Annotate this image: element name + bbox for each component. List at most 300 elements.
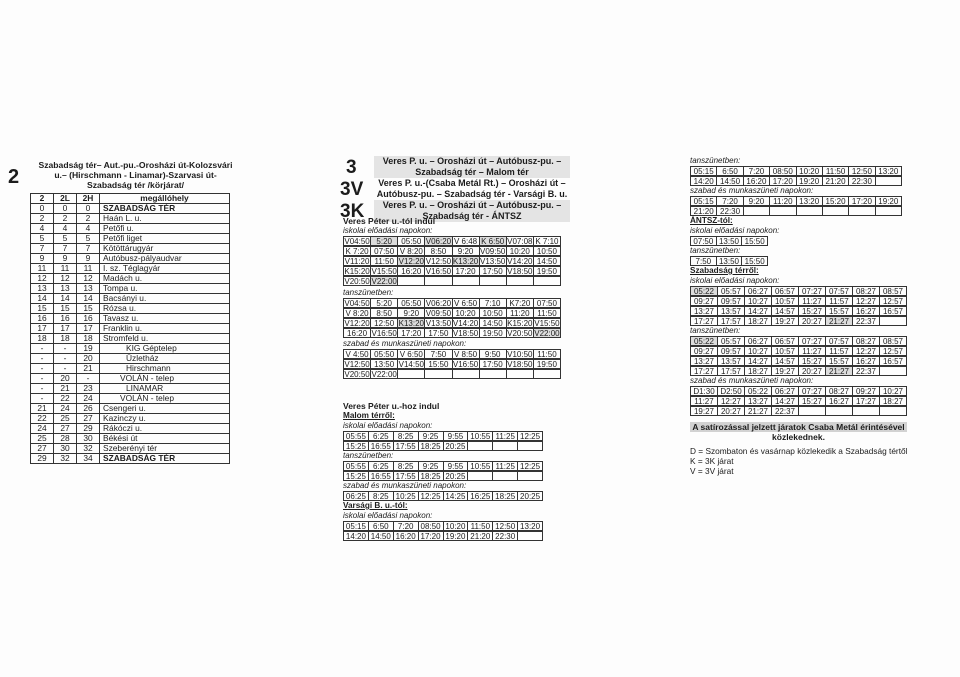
stop-minute-cell: - bbox=[77, 374, 100, 384]
time-cell: V 6:50 bbox=[453, 299, 480, 307]
route-title-line: Veres P. u. – Orosházi út – Autóbusz-pu. – bbox=[374, 200, 570, 211]
time-cell: 9:20 bbox=[398, 309, 425, 317]
time-cell bbox=[880, 407, 906, 415]
time-cell: V 8:50 bbox=[453, 350, 480, 358]
time-cell: K 6:50 bbox=[480, 237, 507, 245]
stop-minute-cell: 26 bbox=[77, 404, 100, 414]
time-cell bbox=[468, 472, 493, 480]
stop-minute-cell: 9 bbox=[31, 254, 54, 264]
time-cell: 12:27 bbox=[853, 347, 880, 355]
stop-name-cell: Petőfi u. bbox=[100, 224, 230, 234]
time-cell bbox=[849, 207, 875, 215]
stop-row bbox=[31, 244, 230, 254]
stop-minute-cell: 18 bbox=[54, 334, 77, 344]
time-cell: 6:25 bbox=[369, 432, 394, 440]
time-cell: V22:00 bbox=[371, 277, 397, 285]
stop-minute-cell: 11 bbox=[54, 264, 77, 274]
time-cell: K13:20 bbox=[452, 257, 479, 265]
time-cell: 05:57 bbox=[718, 337, 745, 345]
time-cell: 14:20 bbox=[344, 532, 369, 540]
time-cell bbox=[493, 472, 518, 480]
time-cell: 16:27 bbox=[853, 357, 880, 365]
time-cell: 18:27 bbox=[882, 397, 904, 405]
stop-minute-cell: 17 bbox=[77, 324, 100, 334]
time-cell: 19:27 bbox=[772, 367, 799, 375]
time-cell: 05:50 bbox=[371, 350, 398, 358]
time-cell: 11:20 bbox=[770, 197, 796, 205]
stop-minute-cell: - bbox=[31, 364, 54, 374]
time-cell bbox=[534, 277, 560, 285]
section-caption: szabad és munkaszüneti napokon: bbox=[343, 481, 467, 490]
time-cell: V22:00 bbox=[534, 329, 560, 337]
route-2-title-line: Szabadság tér– Aut.-pu.-Orosházi út-Kolozsvári bbox=[38, 160, 233, 170]
time-cell: 16:27 bbox=[853, 307, 880, 315]
time-cell: 11:27 bbox=[691, 397, 718, 405]
time-cell: V12:50 bbox=[425, 257, 452, 265]
stop-minute-cell: 14 bbox=[77, 294, 100, 304]
time-cell: 9:55 bbox=[444, 432, 469, 440]
time-row bbox=[690, 316, 907, 326]
time-cell: 17:27 bbox=[691, 317, 718, 325]
time-cell: 22:30 bbox=[717, 207, 743, 215]
route-2-title-line: u.– (Hirschmann - Linamar)-Szarvasi út- bbox=[54, 170, 217, 180]
stop-row bbox=[31, 264, 230, 274]
time-row bbox=[343, 441, 543, 451]
time-cell bbox=[534, 370, 560, 378]
time-cell: 8:25 bbox=[369, 492, 394, 500]
time-row bbox=[343, 276, 561, 286]
time-cell: 16:55 bbox=[369, 442, 394, 450]
stop-row bbox=[31, 384, 230, 394]
time-cell: 8:50 bbox=[425, 247, 452, 255]
time-cell: 14:57 bbox=[772, 307, 799, 315]
subsection-heading: Varsági B. u.-tól: bbox=[343, 501, 408, 510]
stop-minute-cell: 7 bbox=[31, 244, 54, 254]
time-cell: 16:20 bbox=[398, 267, 425, 275]
stop-minute-cell: 30 bbox=[54, 444, 77, 454]
stop-row bbox=[31, 284, 230, 294]
stop-table-header-cell: 2H bbox=[77, 194, 100, 204]
time-cell: 14:27 bbox=[745, 357, 772, 365]
section-caption: iskolai előadási napokon: bbox=[690, 276, 780, 285]
time-cell: 05:55 bbox=[344, 462, 369, 470]
time-cell: V18:50 bbox=[507, 267, 533, 275]
time-cell: 11:57 bbox=[826, 347, 853, 355]
time-cell: 7:20 bbox=[717, 197, 743, 205]
time-cell: 17:27 bbox=[853, 397, 880, 405]
time-cell: 7:20 bbox=[744, 167, 770, 175]
time-cell: 13:50 bbox=[371, 360, 398, 368]
time-cell: V 8:20 bbox=[344, 309, 371, 317]
time-row bbox=[343, 236, 561, 246]
time-cell: V18:50 bbox=[507, 360, 533, 368]
time-cell: 19:20 bbox=[797, 177, 823, 185]
time-cell: 08:27 bbox=[853, 337, 880, 345]
time-cell: V16:50 bbox=[452, 360, 479, 368]
time-cell: K7:20 bbox=[507, 299, 534, 307]
section-caption: iskolai előadási napokon: bbox=[343, 421, 433, 430]
time-row bbox=[343, 298, 561, 308]
stop-name-cell: Csengeri u. bbox=[100, 404, 230, 414]
stop-name-cell: Rákóczi u. bbox=[100, 424, 230, 434]
time-cell: 06:25 bbox=[344, 492, 369, 500]
time-cell: 07:27 bbox=[799, 337, 826, 345]
time-cell: 13:57 bbox=[718, 307, 745, 315]
time-cell: D1:30 bbox=[691, 387, 718, 395]
time-row bbox=[690, 166, 902, 176]
stop-name-cell: Franklin u. bbox=[100, 324, 230, 334]
time-cell: K15:20 bbox=[344, 267, 370, 275]
stop-name-cell: Tompa u. bbox=[100, 284, 230, 294]
time-cell: 13:27 bbox=[691, 357, 718, 365]
stop-row bbox=[31, 274, 230, 284]
time-cell: 08:27 bbox=[826, 387, 853, 395]
stop-table-header-cell: megállóhely bbox=[100, 194, 230, 204]
time-cell: V13:50 bbox=[480, 257, 506, 265]
stop-name-cell: SZABADSÁG TÉR bbox=[100, 454, 230, 464]
time-cell: 5:20 bbox=[371, 237, 398, 245]
stop-minute-cell: 18 bbox=[31, 334, 54, 344]
time-cell: V04:50 bbox=[344, 237, 370, 245]
time-cell: 19:20 bbox=[878, 197, 899, 205]
time-cell: 17:20 bbox=[419, 532, 444, 540]
time-cell: 22:37 bbox=[853, 317, 880, 325]
time-cell: 05:22 bbox=[691, 287, 718, 295]
time-cell: 13:57 bbox=[718, 357, 745, 365]
time-cell: 8:50 bbox=[371, 309, 398, 317]
time-cell: 7:20 bbox=[394, 522, 419, 530]
time-cell bbox=[744, 207, 770, 215]
stop-row bbox=[31, 454, 230, 464]
time-cell: 16:20 bbox=[344, 329, 371, 337]
stop-minute-cell: - bbox=[31, 344, 54, 354]
time-cell: 12:57 bbox=[882, 347, 904, 355]
time-cell: 21:20 bbox=[691, 207, 717, 215]
stop-name-cell: VOLÁN - telep bbox=[100, 374, 230, 384]
stop-minute-cell: 16 bbox=[77, 314, 100, 324]
stop-minute-cell: 5 bbox=[54, 234, 77, 244]
stop-minute-cell: 2 bbox=[31, 214, 54, 224]
time-cell: 20:27 bbox=[718, 407, 745, 415]
time-cell bbox=[853, 407, 880, 415]
time-cell: V20:50 bbox=[507, 329, 533, 337]
stop-name-cell: Kötöttárugyár bbox=[100, 244, 230, 254]
time-cell: 14:20 bbox=[691, 177, 717, 185]
stop-minute-cell: 12 bbox=[77, 274, 100, 284]
time-cell bbox=[876, 177, 901, 185]
time-cell: 20:25 bbox=[444, 472, 469, 480]
section-caption: tanszünetben: bbox=[343, 451, 394, 460]
subsection-heading: Malom térről: bbox=[343, 411, 395, 420]
stop-minute-cell: 13 bbox=[31, 284, 54, 294]
time-cell: V18:50 bbox=[452, 329, 479, 337]
stop-minute-cell: 9 bbox=[77, 254, 100, 264]
stop-row bbox=[31, 364, 230, 374]
stop-minute-cell: - bbox=[54, 344, 77, 354]
stop-table-header bbox=[31, 194, 230, 204]
time-cell: 09:27 bbox=[691, 347, 718, 355]
time-cell: 07:57 bbox=[826, 287, 853, 295]
time-cell: 10:25 bbox=[394, 492, 419, 500]
stop-minute-cell: 15 bbox=[77, 304, 100, 314]
time-cell: 9:20 bbox=[744, 197, 770, 205]
time-cell: 21:20 bbox=[468, 532, 493, 540]
right-timetable bbox=[690, 156, 907, 476]
time-cell: V20:50 bbox=[344, 277, 370, 285]
time-cell: 05:50 bbox=[398, 299, 425, 307]
stop-minute-cell: 32 bbox=[54, 454, 77, 464]
time-cell: V07:08 bbox=[507, 237, 533, 245]
time-row bbox=[690, 296, 907, 306]
stop-name-cell: Autóbusz-pályaudvar bbox=[100, 254, 230, 264]
time-cell: 18:25 bbox=[419, 472, 444, 480]
stop-minute-cell: 15 bbox=[54, 304, 77, 314]
route-title-line: Autóbusz-pu. – Szabadság tér - Varsági B. u. bbox=[376, 189, 568, 199]
time-row bbox=[343, 308, 561, 318]
time-cell: 11:50 bbox=[823, 167, 849, 175]
stop-row bbox=[31, 254, 230, 264]
time-cell bbox=[518, 472, 542, 480]
time-cell: 11:25 bbox=[493, 432, 518, 440]
time-cell: V13:50 bbox=[425, 319, 452, 327]
legend-line: V = 3V járat bbox=[690, 466, 734, 476]
subsection-heading: Szabadság térről: bbox=[690, 266, 759, 275]
stop-minute-cell: 27 bbox=[54, 424, 77, 434]
time-cell: 8:25 bbox=[394, 462, 419, 470]
stop-name-cell: Szeberényi tér bbox=[100, 444, 230, 454]
stop-row bbox=[31, 374, 230, 384]
time-cell: 08:50 bbox=[770, 167, 796, 175]
time-cell: 07:50 bbox=[536, 299, 557, 307]
stop-minute-cell: 22 bbox=[54, 394, 77, 404]
time-cell: 6:25 bbox=[369, 462, 394, 470]
time-row bbox=[343, 531, 543, 541]
time-cell: 6:50 bbox=[369, 522, 394, 530]
stop-minute-cell: 24 bbox=[31, 424, 54, 434]
stop-minute-cell: 0 bbox=[31, 204, 54, 214]
time-cell bbox=[876, 207, 901, 215]
section-caption: iskolai előadási napokon: bbox=[343, 226, 433, 235]
stop-minute-cell: 20 bbox=[77, 354, 100, 364]
csaba-metal-note bbox=[690, 422, 907, 442]
stop-name-cell: Rózsa u. bbox=[100, 304, 230, 314]
stop-minute-cell: 27 bbox=[31, 444, 54, 454]
time-cell: 9:25 bbox=[419, 432, 444, 440]
stop-minute-cell: 7 bbox=[77, 244, 100, 254]
time-cell: 16:20 bbox=[394, 532, 419, 540]
route-2-title-line: Szabadság tér /körjárat/ bbox=[87, 180, 184, 190]
time-row bbox=[343, 256, 561, 266]
time-cell: 13:20 bbox=[878, 167, 899, 175]
stop-minute-cell: 21 bbox=[77, 364, 100, 374]
time-cell: 18:27 bbox=[745, 367, 772, 375]
time-cell: 15:57 bbox=[826, 307, 853, 315]
time-cell: 11:50 bbox=[371, 257, 398, 265]
route-title-text bbox=[374, 156, 570, 178]
time-cell: 14:50 bbox=[536, 257, 557, 265]
time-cell bbox=[398, 277, 425, 285]
stop-minute-cell: 4 bbox=[54, 224, 77, 234]
time-cell: V12:20 bbox=[344, 319, 370, 327]
stop-row bbox=[31, 324, 230, 334]
time-cell: 16:57 bbox=[882, 307, 904, 315]
stop-name-cell: Haán L. u. bbox=[100, 214, 230, 224]
time-row bbox=[343, 328, 561, 338]
time-cell: 16:27 bbox=[826, 397, 853, 405]
time-cell bbox=[453, 370, 480, 378]
stop-name-cell: Petőfi liget bbox=[100, 234, 230, 244]
section-caption: iskolai előadási napokon: bbox=[690, 226, 780, 235]
stop-minute-cell: 0 bbox=[54, 204, 77, 214]
stop-minute-cell: 18 bbox=[77, 334, 100, 344]
time-cell bbox=[880, 317, 906, 325]
time-cell: V14:20 bbox=[452, 319, 479, 327]
time-cell: 17:55 bbox=[394, 442, 419, 450]
stop-minute-cell: 11 bbox=[31, 264, 54, 274]
time-cell: 22:30 bbox=[493, 532, 518, 540]
time-cell: 17:50 bbox=[480, 360, 507, 368]
time-cell: 05:15 bbox=[344, 522, 369, 530]
stop-name-cell: Hirschmann bbox=[100, 364, 230, 374]
time-cell: 18:25 bbox=[419, 442, 444, 450]
stop-minute-cell: 13 bbox=[54, 284, 77, 294]
route-number: 3V bbox=[340, 179, 364, 200]
time-row bbox=[343, 246, 561, 256]
stop-name-cell: Üzletház bbox=[100, 354, 230, 364]
stop-row bbox=[31, 344, 230, 354]
time-cell: 07:57 bbox=[826, 337, 853, 345]
route-2-number: 2 bbox=[8, 166, 20, 188]
stop-row bbox=[31, 414, 230, 424]
stop-minute-cell: 14 bbox=[54, 294, 77, 304]
stop-name-cell: Kazinczy u. bbox=[100, 414, 230, 424]
stop-minute-cell: 34 bbox=[77, 454, 100, 464]
time-cell: 12:25 bbox=[520, 462, 541, 470]
stop-minute-cell: 7 bbox=[54, 244, 77, 254]
stop-minute-cell: 0 bbox=[77, 204, 100, 214]
stop-minute-cell: 14 bbox=[31, 294, 54, 304]
time-cell bbox=[518, 442, 542, 450]
stop-row bbox=[31, 434, 230, 444]
time-cell: V20:50 bbox=[344, 370, 370, 378]
time-cell: V09:50 bbox=[480, 247, 506, 255]
time-cell: 12:50 bbox=[849, 167, 875, 175]
time-cell: 22:37 bbox=[772, 407, 799, 415]
time-cell: 6:50 bbox=[717, 167, 743, 175]
section-caption: iskolai előadási napokon: bbox=[343, 511, 433, 520]
time-cell: 09:57 bbox=[718, 297, 745, 305]
time-cell: 20:25 bbox=[444, 442, 469, 450]
legend-line: K = 3K járat bbox=[690, 456, 734, 466]
time-cell: 9:50 bbox=[480, 350, 507, 358]
stop-minute-cell: 9 bbox=[54, 254, 77, 264]
time-cell: 17:20 bbox=[398, 329, 425, 337]
stop-minute-cell: 28 bbox=[54, 434, 77, 444]
time-cell: 10:50 bbox=[536, 247, 557, 255]
route-2-stop-table-body bbox=[31, 194, 230, 464]
route-2-stop-table bbox=[30, 193, 230, 464]
stop-row bbox=[31, 214, 230, 224]
stop-minute-cell: 17 bbox=[54, 324, 77, 334]
stop-minute-cell: 4 bbox=[77, 224, 100, 234]
time-row bbox=[343, 369, 561, 379]
time-cell: 17:50 bbox=[480, 267, 507, 275]
route-3-timetable bbox=[343, 216, 561, 541]
time-cell: 11:27 bbox=[799, 347, 826, 355]
section-heading: Veres Péter u.-hoz indul bbox=[343, 401, 440, 411]
stop-name-cell: VOLÁN - telep bbox=[100, 394, 230, 404]
stop-row bbox=[31, 314, 230, 324]
stop-row bbox=[31, 394, 230, 404]
stop-row bbox=[31, 204, 230, 214]
time-cell: 21:20 bbox=[823, 177, 849, 185]
time-cell: 17:20 bbox=[453, 267, 480, 275]
stop-minute-cell: 11 bbox=[77, 264, 100, 274]
legend-line: D = Szombaton és vasárnap közlekedik a Szabadság tértől bbox=[690, 446, 908, 456]
time-cell: V06:20 bbox=[425, 237, 452, 245]
time-row bbox=[690, 336, 907, 346]
time-cell: 22:37 bbox=[853, 367, 880, 375]
time-cell: 13:20 bbox=[797, 197, 823, 205]
time-cell: 07:50 bbox=[691, 237, 717, 245]
stop-minute-cell: 29 bbox=[77, 424, 100, 434]
section-caption: tanszünetben: bbox=[690, 246, 741, 255]
time-cell: 7:50 bbox=[691, 257, 717, 265]
stop-minute-cell: 24 bbox=[54, 404, 77, 414]
time-cell: V14:20 bbox=[507, 257, 533, 265]
csaba-metal-note-line: A satírozással jelzett járatok Csaba Metál érintésével bbox=[690, 422, 907, 432]
time-cell: 06:27 bbox=[745, 287, 772, 295]
stop-minute-cell: 23 bbox=[77, 384, 100, 394]
time-cell: 17:20 bbox=[849, 197, 875, 205]
stop-minute-cell: 13 bbox=[77, 284, 100, 294]
stop-minute-cell: 4 bbox=[31, 224, 54, 234]
time-cell: 11:50 bbox=[468, 522, 493, 530]
csaba-metal-note-line: közlekednek. bbox=[772, 432, 825, 442]
time-cell: 10:20 bbox=[453, 309, 480, 317]
time-cell: 17:57 bbox=[718, 317, 745, 325]
time-cell: 14:50 bbox=[480, 319, 507, 327]
section-caption: tanszünetben: bbox=[690, 156, 741, 165]
stop-table-header-cell: 2L bbox=[54, 194, 77, 204]
stop-name-cell: Tavasz u. bbox=[100, 314, 230, 324]
time-cell: V22:00 bbox=[371, 370, 397, 378]
time-cell: 18:25 bbox=[493, 492, 518, 500]
time-cell: 10:20 bbox=[444, 522, 469, 530]
time-cell: 15:50 bbox=[744, 257, 765, 265]
section-heading: Veres Péter u.-tól indul bbox=[343, 216, 436, 226]
time-cell: 12:57 bbox=[882, 297, 904, 305]
time-cell: 15:50 bbox=[744, 237, 765, 245]
stop-minute-cell: 27 bbox=[77, 414, 100, 424]
time-cell: 19:27 bbox=[772, 317, 799, 325]
time-cell: V16:50 bbox=[371, 329, 397, 337]
stop-minute-cell: - bbox=[31, 394, 54, 404]
stop-minute-cell: - bbox=[54, 364, 77, 374]
time-row bbox=[690, 306, 907, 316]
route-number: 3K bbox=[340, 201, 365, 222]
time-cell: 9:25 bbox=[419, 462, 444, 470]
stop-row bbox=[31, 404, 230, 414]
time-cell: 05:50 bbox=[398, 237, 425, 245]
time-cell: 7:10 bbox=[480, 299, 507, 307]
time-cell: 19:20 bbox=[444, 532, 469, 540]
time-row bbox=[690, 206, 902, 216]
time-cell: 10:27 bbox=[745, 297, 772, 305]
time-row bbox=[690, 196, 902, 206]
stop-minute-cell: 12 bbox=[31, 274, 54, 284]
time-cell: 10:57 bbox=[772, 297, 799, 305]
